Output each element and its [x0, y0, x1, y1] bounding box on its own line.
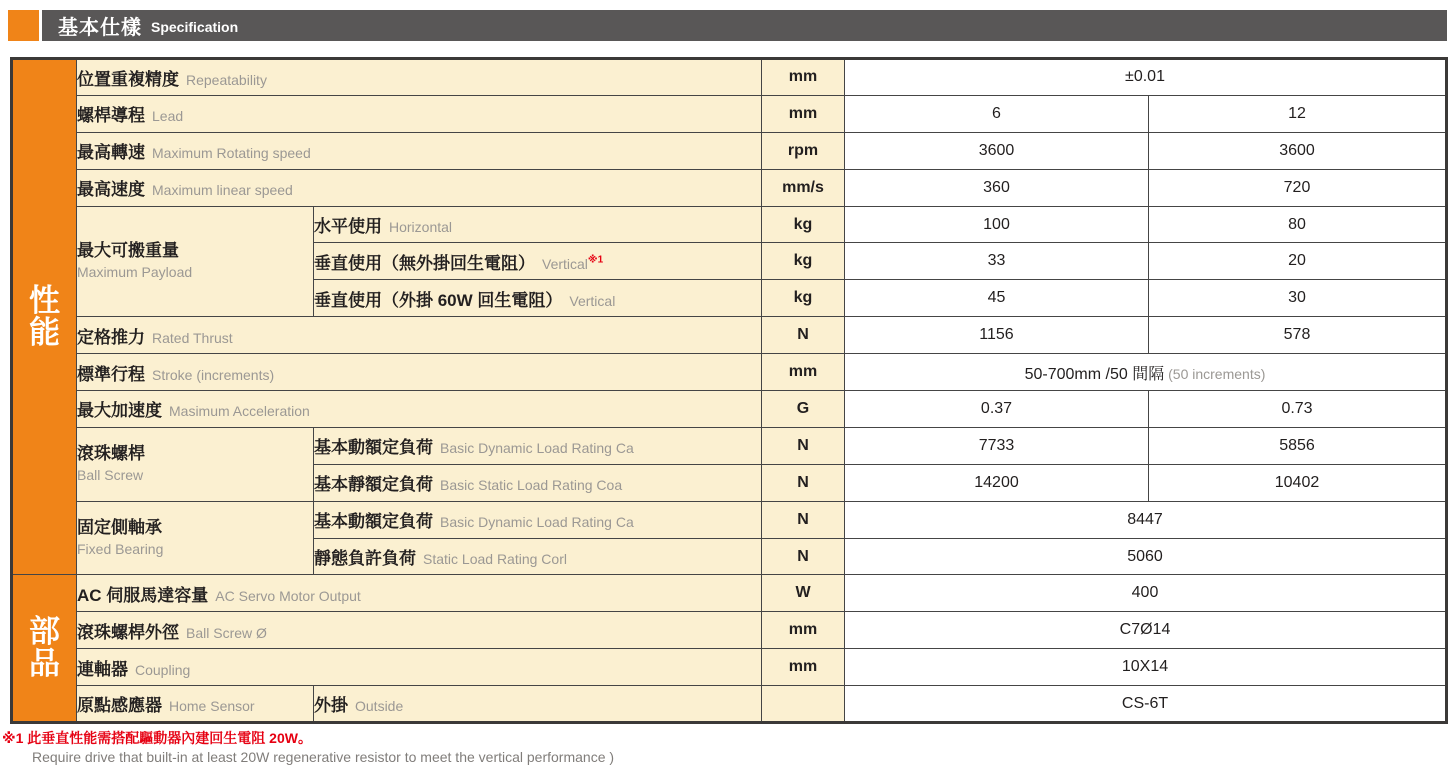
value-cell: [1149, 132, 1447, 169]
value-cell: [845, 280, 1149, 317]
label-en: Rated Thrust: [152, 329, 233, 346]
unit-cell: rpm: [762, 132, 845, 169]
label-en: Vertical: [542, 255, 588, 272]
value-text: 50-700mm /50 間隔: [1024, 365, 1165, 383]
label-zh: 垂直使用（外掛 60W 回生電阻）: [314, 290, 563, 310]
footnote-ref: ※1: [587, 254, 604, 266]
unit-cell: W: [762, 575, 845, 612]
unit-cell: [762, 686, 845, 723]
label-zh: 靜態負許負荷: [314, 549, 416, 569]
label-cell: [77, 612, 762, 649]
table-row: [12, 95, 1447, 132]
footnote: [2, 729, 1455, 767]
label-zh: 最高速度: [77, 180, 145, 200]
value-text: 20: [1288, 252, 1306, 270]
table-row: [12, 132, 1447, 169]
value-cell: [845, 59, 1447, 96]
unit-cell: mm: [762, 95, 845, 132]
label-zh: 連軸器: [77, 659, 128, 679]
sub-label-cell: [314, 538, 762, 575]
label-en: Static Load Rating Corl: [423, 551, 567, 568]
section-title-bar: [42, 10, 1447, 41]
label-zh: 基本靜額定負荷: [314, 475, 433, 495]
value-cell: [845, 686, 1447, 723]
table-row: [12, 686, 1447, 723]
value-text: 14200: [974, 473, 1019, 491]
label-cell: [77, 206, 314, 317]
label-en: Basic Static Load Rating Coa: [440, 477, 623, 494]
value-text: 1156: [979, 326, 1014, 344]
section-label-vertical-text: 性 能: [29, 283, 60, 351]
value-text: 5060: [1127, 547, 1163, 565]
label-en: Maximum Payload: [77, 264, 193, 281]
value-cell: [845, 391, 1149, 428]
value-text: 100: [983, 215, 1010, 233]
value-text: 10402: [1274, 473, 1320, 491]
sub-label-cell: [314, 206, 762, 243]
label-cell: [77, 95, 762, 132]
label-zh: 原點感應器: [77, 696, 162, 716]
value-cell: [845, 243, 1149, 280]
value-text: 0.73: [1281, 399, 1313, 417]
value-text: 720: [1283, 178, 1311, 196]
label-en: Outside: [355, 698, 404, 715]
value-cell: [1149, 464, 1447, 501]
label-en: Maximum linear speed: [152, 182, 293, 199]
label-cell: [77, 59, 762, 96]
value-cell: [845, 169, 1149, 206]
section-label: [12, 59, 77, 575]
unit-cell: G: [762, 391, 845, 428]
label-en: Basic Dynamic Load Rating Ca: [440, 514, 634, 531]
value-text: 12: [1288, 104, 1306, 122]
label-cell: [77, 391, 762, 428]
value-cell: [845, 501, 1447, 538]
label-cell: [77, 169, 762, 206]
page-title-en: Specification: [151, 19, 239, 35]
value-cell: [1149, 280, 1447, 317]
value-text: 33: [987, 252, 1006, 270]
label-zh: 最高轉速: [77, 143, 145, 163]
value-cell: [845, 354, 1447, 391]
label-en: Home Sensor: [169, 698, 255, 715]
table-row: [12, 317, 1447, 354]
unit-cell: kg: [762, 243, 845, 280]
label-en: Repeatability: [186, 71, 267, 88]
specification-table: [10, 57, 1448, 724]
label-zh: 垂直使用（無外掛回生電阻）: [314, 253, 535, 273]
value-cell: [845, 464, 1149, 501]
section-label-vertical-text: 部 品: [29, 614, 60, 682]
value-cell: [845, 206, 1149, 243]
label-en: Basic Dynamic Load Rating Ca: [440, 440, 634, 457]
label-en: Maximum Rotating speed: [152, 145, 311, 162]
section-label: [12, 575, 77, 723]
value-text: CS-6T: [1121, 694, 1169, 712]
sub-label-cell: [314, 427, 762, 464]
value-text: 8447: [1127, 510, 1163, 528]
value-cell: [1149, 95, 1447, 132]
sub-label-cell: [314, 243, 762, 280]
unit-cell: N: [762, 501, 845, 538]
label-zh: 固定側軸承: [77, 518, 162, 538]
value-cell: [845, 427, 1149, 464]
value-cell: [1149, 206, 1447, 243]
table-row: [12, 391, 1447, 428]
unit-cell: mm: [762, 59, 845, 96]
unit-cell: mm: [762, 612, 845, 649]
unit-cell: mm: [762, 649, 845, 686]
label-cell: [77, 427, 314, 501]
label-en: Lead: [152, 108, 184, 125]
label-zh: 定格推力: [77, 327, 145, 347]
unit-cell: kg: [762, 280, 845, 317]
label-cell: [77, 686, 314, 723]
value-cell: [845, 317, 1149, 354]
value-text: ±0.01: [1125, 68, 1165, 86]
table-row: [12, 427, 1447, 464]
value-note: (50 increments): [1164, 365, 1266, 382]
value-text: C7Ø14: [1119, 621, 1171, 639]
footnote-zh: ※1 此垂直性能需搭配驅動器內建回生電阻 20W。: [2, 730, 312, 747]
value-text: 6: [992, 104, 1001, 122]
label-zh: 螺桿導程: [77, 106, 145, 126]
value-text: 5856: [1279, 436, 1315, 454]
label-cell: [77, 501, 314, 575]
unit-cell: N: [762, 538, 845, 575]
label-zh: 位置重複精度: [77, 69, 179, 89]
value-cell: [1149, 169, 1447, 206]
label-zh: 外掛: [314, 696, 348, 716]
label-en: Vertical: [569, 292, 616, 309]
value-text: 80: [1288, 215, 1306, 233]
label-zh: 最大可搬重量: [77, 241, 179, 261]
value-cell: [845, 649, 1447, 686]
value-text: 400: [1131, 584, 1159, 602]
table-row: [12, 206, 1447, 243]
label-cell: [77, 354, 762, 391]
label-zh: 水平使用: [314, 217, 382, 236]
table-row: [12, 501, 1447, 538]
label-en: AC Servo Motor Output: [215, 587, 361, 604]
value-text: 3600: [1279, 141, 1315, 159]
value-text: 45: [987, 289, 1006, 307]
value-text: 3600: [978, 141, 1015, 159]
footnote-en: Require drive that built-in at least 20W regenerative resistor to meet the vertical performance ): [32, 748, 615, 765]
label-cell: [77, 317, 762, 354]
table-row: [12, 575, 1447, 612]
table-row: [12, 612, 1447, 649]
value-text: 30: [1288, 289, 1306, 307]
value-cell: [1149, 427, 1447, 464]
value-text: 360: [983, 178, 1010, 196]
label-zh: 基本動額定負荷: [314, 512, 433, 532]
value-cell: [1149, 243, 1447, 280]
label-cell: [77, 649, 762, 686]
unit-cell: N: [762, 317, 845, 354]
value-cell: [845, 575, 1447, 612]
table-row: [12, 169, 1447, 206]
unit-cell: mm/s: [762, 169, 845, 206]
label-en: Ball Screw Ø: [186, 624, 267, 641]
label-en: Coupling: [135, 661, 191, 678]
value-text: 578: [1283, 326, 1311, 344]
unit-cell: N: [762, 464, 845, 501]
table-row: [12, 354, 1447, 391]
orange-accent-square: [8, 10, 39, 41]
label-en: Masimum Acceleration: [169, 403, 310, 420]
value-cell: [845, 612, 1447, 649]
label-en: Fixed Bearing: [77, 541, 164, 558]
label-zh: 滾珠螺桿外徑: [77, 622, 179, 642]
label-zh: 最大加速度: [77, 401, 162, 421]
label-zh: AC 伺服馬達容量: [77, 585, 209, 605]
value-text: 0.37: [980, 399, 1013, 417]
sub-label-cell: [314, 280, 762, 317]
value-cell: [1149, 317, 1447, 354]
sub-label-cell: [314, 501, 762, 538]
table-row: [12, 649, 1447, 686]
label-en: Horizontal: [389, 219, 453, 235]
value-text: 10X14: [1121, 658, 1169, 676]
value-text: 7733: [978, 436, 1015, 454]
page-title-zh: 基本仕樣: [58, 17, 142, 39]
label-zh: 基本動額定負荷: [314, 438, 433, 458]
unit-cell: kg: [762, 206, 845, 243]
label-zh: 標準行程: [77, 364, 145, 384]
label-en: Ball Screw: [77, 467, 144, 484]
label-en: Stroke (increments): [152, 366, 275, 383]
label-zh: 滾珠螺桿: [77, 444, 145, 464]
value-cell: [845, 538, 1447, 575]
sub-label-cell: [314, 686, 762, 723]
label-cell: [77, 132, 762, 169]
unit-cell: N: [762, 427, 845, 464]
value-cell: [845, 132, 1149, 169]
table-row: [12, 59, 1447, 96]
section-header: [0, 0, 1455, 41]
label-cell: [77, 575, 762, 612]
value-cell: [1149, 391, 1447, 428]
value-cell: [845, 95, 1149, 132]
sub-label-cell: [314, 464, 762, 501]
unit-cell: mm: [762, 354, 845, 391]
